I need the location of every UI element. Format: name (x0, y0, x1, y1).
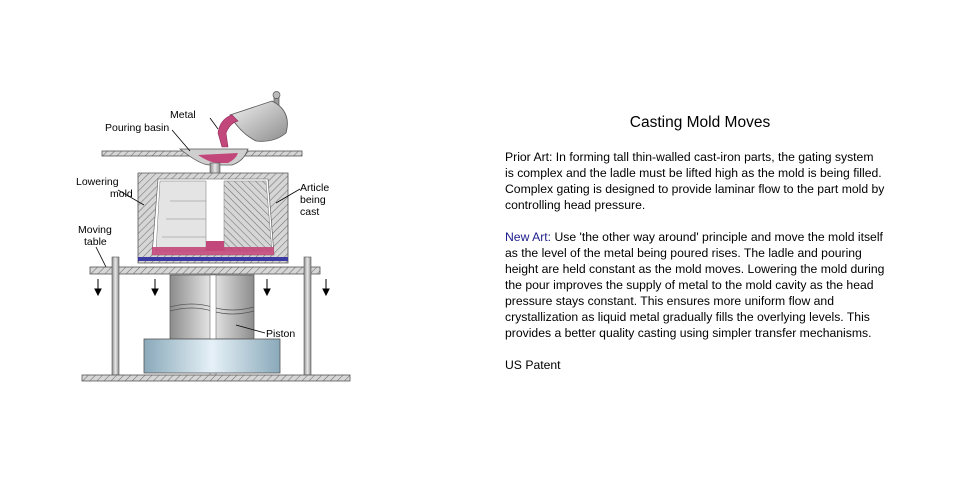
piston (144, 275, 280, 375)
label-article-line2: being (300, 194, 326, 206)
label-metal: Metal (170, 109, 196, 121)
ladle (230, 92, 287, 142)
label-article-line3: cast (300, 206, 320, 218)
description-panel (505, 115, 885, 373)
metal-stream (218, 115, 238, 147)
label-lowering-mold-line2: mold (110, 188, 133, 200)
label-piston: Piston (266, 328, 296, 340)
prior-art-text: In forming tall thin-walled cast-iron parts, the gating system is complex and the ladle must be lifted high as the mold is being filled. Complex gating is designed to provide laminar flow to the part mold by controlling head pressure. (505, 150, 885, 212)
label-lowering-mold-line1: Lowering (76, 176, 119, 188)
label-moving-table-line1: Moving (78, 224, 112, 236)
label-article-line1: Article (300, 182, 330, 194)
new-art-paragraph (505, 229, 885, 341)
moving-table (90, 267, 320, 274)
base-ground (82, 375, 350, 381)
new-art-text: Use 'the other way around' principle and move the mold itself as the level of the metal being poured rises. The ladle and pouring height are held constant as the mold moves. Lowering the mold during the pour improves the supply of metal to the mold cavity as the head pressure stays constant. This ensures more uniform flow and crystallization as liquid metal gradually fills the overlying levels. This provides a better quality casting using simpler transfer mechanisms. (505, 230, 885, 340)
source-line: US Patent (505, 358, 561, 372)
prior-art-paragraph (505, 149, 885, 213)
casting-mold-diagram (60, 85, 360, 395)
label-moving-table-line2: table (84, 236, 107, 248)
pouring-basin (180, 149, 248, 165)
label-pouring-basin: Pouring basin (105, 122, 170, 134)
page-title: Casting Mold Moves (629, 114, 771, 131)
prior-art-label: Prior Art: (505, 150, 553, 164)
new-art-label: New Art: (505, 230, 552, 244)
